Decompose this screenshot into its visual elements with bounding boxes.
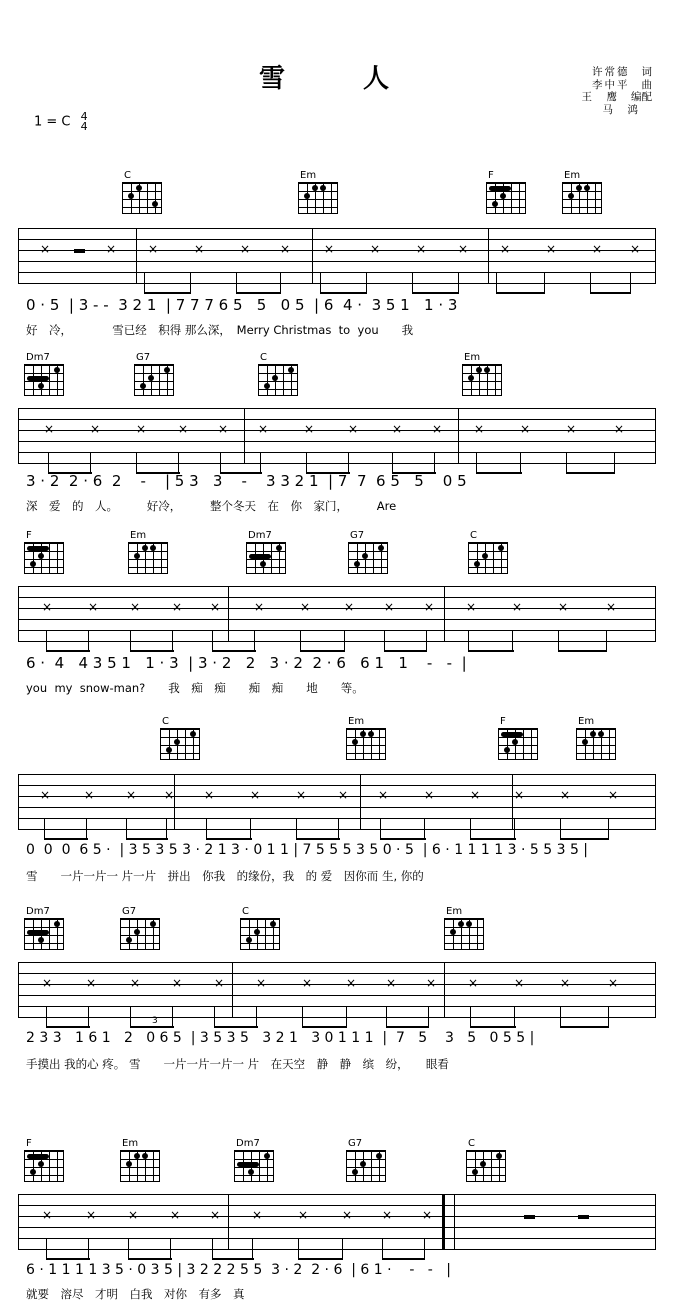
tab-staff: × × × × × × × × × × × × × × xyxy=(18,962,656,1018)
chord-diagram: C xyxy=(160,716,206,760)
tab-staff: × × × × × × × × × × xyxy=(18,1194,656,1250)
page-title: 雪 人 xyxy=(258,64,415,94)
chord-grid xyxy=(466,1150,506,1182)
chord-grid xyxy=(576,728,616,760)
chord-grid xyxy=(258,364,298,396)
chord-diagram: Dm7 xyxy=(246,530,292,574)
note-row: 6 · 1 1 1 1 3 5 · 0 3 5 | 3 2 2 2 5 5 3 · 2 2 · 6 | 6 1 · - - | xyxy=(26,1262,451,1278)
chord-grid xyxy=(128,542,168,574)
chord-diagram: Em xyxy=(346,716,392,760)
key-text: 1 = C xyxy=(34,114,71,130)
lyric-row: you my snow-man? 我 痴 痴 痴 痴 地 等。 xyxy=(26,681,364,695)
chord-grid xyxy=(346,728,386,760)
chord-diagram: Dm7 xyxy=(234,1138,280,1182)
chord-diagram: Em xyxy=(120,1138,166,1182)
tab-staff: × × × × × × × × × × × × × × xyxy=(18,586,656,642)
credit-row: 许常德 词 xyxy=(592,66,652,78)
lyric-row: 手摸出 我的心 疼。 雪 一片一片一片一 片 在天空 静 静 缤 纷， 眼看 xyxy=(26,1057,449,1071)
note-row: 0 · 5 | 3 - - 3 2 1 | 7 7 7 6 5 5 0 5 | 6 4 · 3 5 1 1 · 3 xyxy=(26,296,458,314)
lyric-row: 深 爱 的 人。 好冷， 整个冬天 在 你 家门， Are xyxy=(26,499,397,513)
note-row: 3 · 2 2 · 6 2 - | 5 3 3 - 3 3 2 1 | 7 7 6 5 5 0 5 xyxy=(26,472,467,490)
chord-diagram: G7 xyxy=(134,352,180,396)
chord-grid xyxy=(346,1150,386,1182)
triplet-mark: 3 xyxy=(152,1016,158,1026)
chord-diagram: Dm7 xyxy=(24,352,70,396)
chord-grid xyxy=(120,1150,160,1182)
chord-diagram: Em xyxy=(562,170,608,214)
chord-diagram: Em xyxy=(128,530,174,574)
chord-grid xyxy=(134,364,174,396)
chord-grid xyxy=(462,364,502,396)
chord-grid xyxy=(562,182,602,214)
lyric-row: 好 冷， 雪已经 积得 那么深， Merry Christmas to you 我 xyxy=(26,323,414,337)
chord-diagram: C xyxy=(258,352,304,396)
chord-grid xyxy=(444,918,484,950)
credit-row: 王 鹰 编配 xyxy=(581,91,652,103)
lyric-row: 雪 一片一片一 片一片 拼出 你我 的缘份，我 的 爱 因你而 生, 你的 xyxy=(26,869,424,883)
time-signature: 4 4 xyxy=(80,110,88,133)
chord-diagram: C xyxy=(240,906,286,950)
chord-diagram: C xyxy=(122,170,168,214)
chord-diagram: G7 xyxy=(348,530,394,574)
tab-staff: × × × × × × × × × × × × × × xyxy=(18,228,656,284)
lyric-row: 就要 溶尽 才明 白我 对你 有多 真 xyxy=(26,1287,245,1301)
chord-diagram: Dm7 xyxy=(24,906,70,950)
chord-diagram: Em xyxy=(444,906,490,950)
credit-row: 李中平 曲 xyxy=(592,78,652,91)
chord-diagram: F xyxy=(24,1138,70,1182)
note-row: 0 0 0 6 5 · | 3 5 3 5 3 · 2 1 3 · 0 1 1 | 7 5 5 5 3 5 0 · 5 | 6 · 1 1 1 1 3 · 5 5 3 5 | xyxy=(26,842,589,858)
chord-grid xyxy=(298,182,338,214)
chord-grid xyxy=(24,1150,64,1182)
chord-grid xyxy=(122,182,162,214)
chord-diagram: G7 xyxy=(346,1138,392,1182)
chord-diagram: Em xyxy=(298,170,344,214)
chord-grid xyxy=(348,542,388,574)
chord-grid xyxy=(24,364,64,396)
tab-staff: × × × × × × × × × × × × × × xyxy=(18,774,656,830)
chord-grid xyxy=(234,1150,274,1182)
chord-diagram: C xyxy=(468,530,514,574)
chord-grid xyxy=(24,918,64,950)
chord-grid xyxy=(240,918,280,950)
chord-grid xyxy=(120,918,160,950)
chord-diagram: Em xyxy=(462,352,508,396)
chord-grid xyxy=(160,728,200,760)
chord-diagram: C xyxy=(466,1138,512,1182)
chord-grid xyxy=(486,182,526,214)
tab-staff: × × × × × × × × × × × × × × xyxy=(18,408,656,464)
chord-diagram: F xyxy=(24,530,70,574)
chord-diagram: F xyxy=(486,170,532,214)
chord-grid xyxy=(468,542,508,574)
chord-grid xyxy=(498,728,538,760)
note-row: 6 · 4 4 3 5 1 1 · 3 | 3 · 2 2 3 · 2 2 · 6 6 1 1 - - | xyxy=(26,654,467,672)
chord-grid xyxy=(246,542,286,574)
chord-grid xyxy=(24,542,64,574)
chord-diagram: G7 xyxy=(120,906,166,950)
note-row: 2 3 3 1 6 1 2 0 6 5 | 3 5 3 5 3 2 1 3 0 1 1 1 | 7 5 3 5 0 5 5 | xyxy=(26,1030,535,1046)
credit-row: 马 鸿 xyxy=(602,103,640,116)
key-signature xyxy=(34,112,88,132)
chord-diagram: F xyxy=(498,716,544,760)
chord-diagram: Em xyxy=(576,716,622,760)
credits-block xyxy=(582,66,653,116)
